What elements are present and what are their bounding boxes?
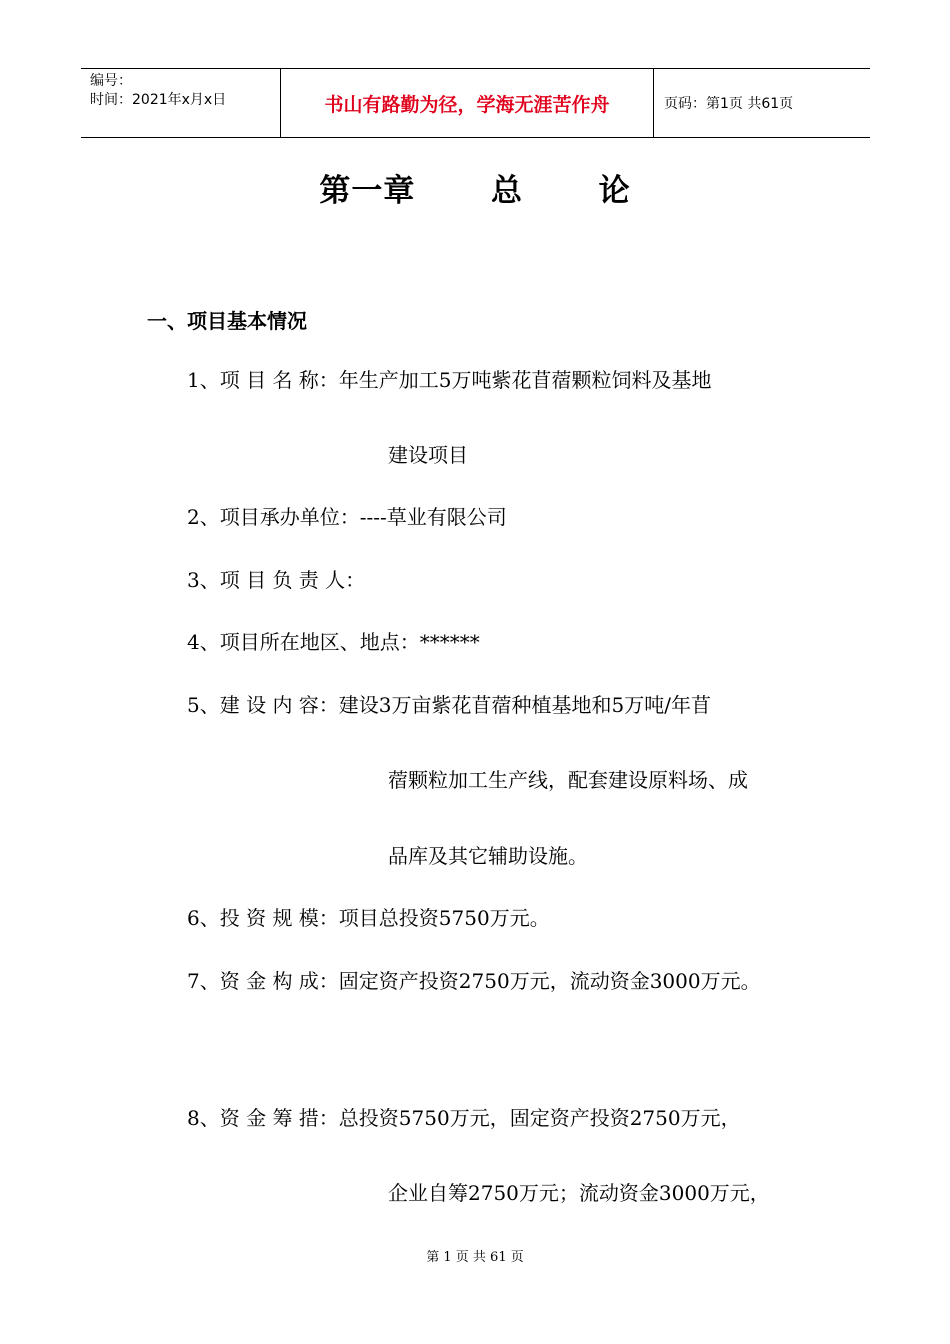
item-location: 4、项目所在地区、地点：****** <box>187 630 480 654</box>
header-page-info: 页码：第1页 共61页 <box>664 96 794 112</box>
header-meta <box>81 69 281 137</box>
header-motto: 书山有路勤为径，学海无涯苦作舟 <box>281 69 654 137</box>
item-organizer: 2、项目承办单位：----草业有限公司 <box>187 505 507 529</box>
item-construction-cont-1: 蓿颗粒加工生产线，配套建设原料场、成 <box>388 768 748 792</box>
page-footer: 第 1 页 共 61 页 <box>426 1250 524 1265</box>
page-header <box>81 68 870 138</box>
item-construction: 5、建 设 内 容：建设3万亩紫花苜蓿种植基地和5万吨/年苜 <box>187 693 711 717</box>
item-financing-cont: 企业自筹2750万元；流动资金3000万元， <box>388 1181 770 1205</box>
time-label: 时间：2021年x月x日 <box>90 92 227 108</box>
item-financing: 8、资 金 筹 措：总投资5750万元，固定资产投资2750万元， <box>187 1106 741 1130</box>
item-project-name: 1、项 目 名 称：年生产加工5万吨紫花苜蓿颗粒饲料及基地 <box>187 368 712 392</box>
chapter-title: 第一章 总 论 <box>319 173 631 209</box>
serial-label: 编号： <box>90 73 132 89</box>
item-project-name-cont: 建设项目 <box>388 443 468 467</box>
item-capital-structure: 7、资 金 构 成：固定资产投资2750万元，流动资金3000万元。 <box>187 969 761 993</box>
item-construction-cont-2: 品库及其它辅助设施。 <box>388 844 588 868</box>
section-heading: 一、项目基本情况 <box>147 309 307 333</box>
item-responsible: 3、项 目 负 责 人： <box>187 568 366 592</box>
item-investment-scale: 6、投 资 规 模：项目总投资5750万元。 <box>187 906 550 930</box>
